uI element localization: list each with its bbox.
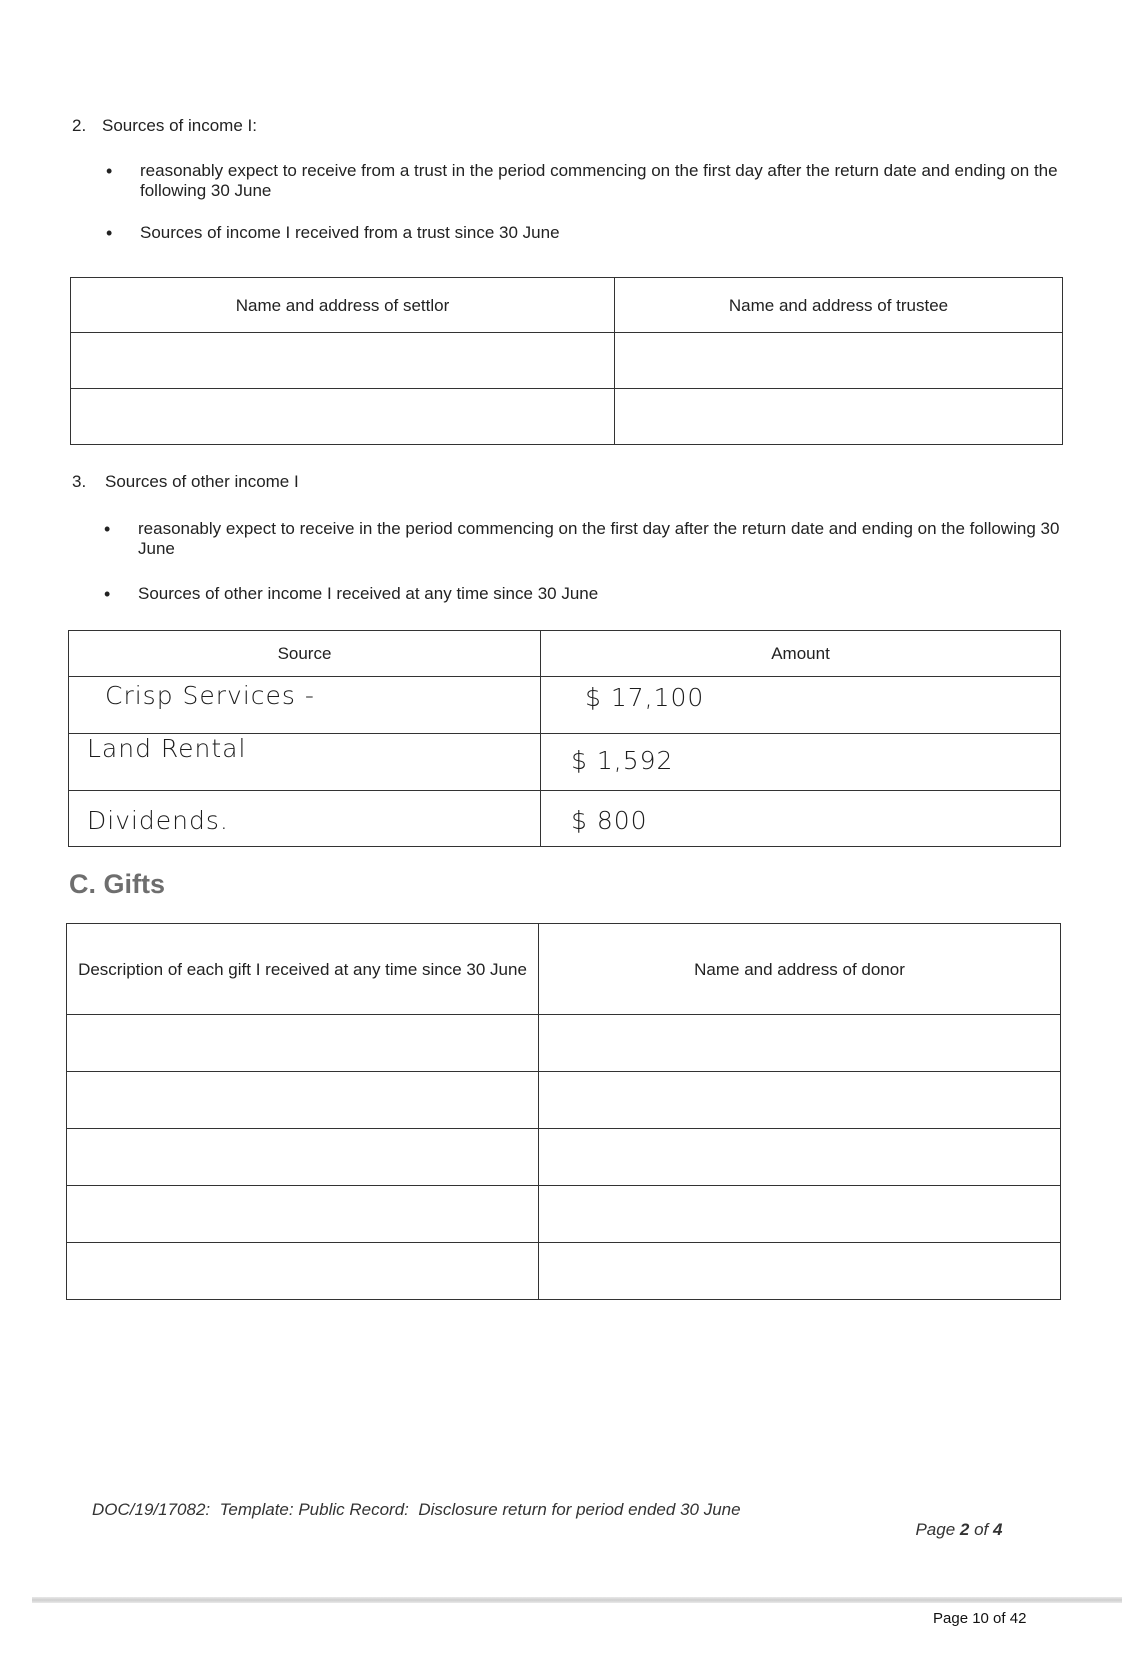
bullet-text: Sources of other income I received at any time since 30 June <box>138 584 599 603</box>
amount-cell <box>541 734 1061 791</box>
settlor-header: Name and address of settlor <box>71 278 615 333</box>
bullet-text: reasonably expect to receive in the period commencing on the first day after the return date and ending on the following 30 June <box>138 519 1060 558</box>
page-counter: Page 10 of 42 <box>933 1610 1027 1627</box>
section-number: 2. <box>72 116 87 135</box>
page-divider <box>32 1597 1122 1603</box>
settlor-cell <box>71 333 615 389</box>
page-current: 2 <box>959 1520 970 1539</box>
bullet-icon: • <box>106 223 113 243</box>
donor-cell <box>539 1243 1061 1300</box>
handwritten-source: Dividends. <box>87 806 229 835</box>
table-row <box>67 1015 1061 1072</box>
handwritten-amount: $ 800 <box>571 806 648 835</box>
table-header-row <box>69 631 1061 677</box>
amount-cell <box>541 791 1061 847</box>
other-income-table <box>68 630 1061 847</box>
settlor-cell <box>71 389 615 445</box>
source-cell <box>69 791 541 847</box>
bullet-icon: • <box>106 161 113 181</box>
table-row <box>71 389 1063 445</box>
section-2-heading <box>72 116 472 138</box>
donor-cell <box>539 1015 1061 1072</box>
gifts-section-title: C. Gifts <box>69 869 166 899</box>
gift-description-cell <box>67 1072 539 1129</box>
gifts-table <box>66 923 1061 1300</box>
table-row <box>67 1243 1061 1300</box>
donor-cell <box>539 1129 1061 1186</box>
trust-income-table <box>70 277 1063 445</box>
handwritten-source: Crisp Services - <box>105 681 315 710</box>
table-row <box>71 333 1063 389</box>
table-row <box>67 1129 1061 1186</box>
trustee-header: Name and address of trustee <box>615 278 1063 333</box>
section-3-heading <box>72 472 472 494</box>
bullet-text: Sources of income I received from a trust since 30 June <box>140 223 560 242</box>
table-header-row <box>67 924 1061 1015</box>
bullet-icon: • <box>104 584 111 604</box>
gift-description-cell <box>67 1015 539 1072</box>
table-row <box>69 677 1061 734</box>
bullet-text: reasonably expect to receive from a trust in the period commencing on the first day after the return date and ending on the following 30 June <box>140 161 1058 200</box>
table-row <box>67 1186 1061 1243</box>
table-row <box>69 791 1061 847</box>
amount-cell <box>541 677 1061 734</box>
section-heading-text: Sources of other income I <box>105 472 299 491</box>
table-row <box>67 1072 1061 1129</box>
trustee-cell <box>615 389 1063 445</box>
gift-description-cell <box>67 1129 539 1186</box>
page-prefix: Page <box>915 1520 960 1539</box>
handwritten-amount: $ 1,592 <box>571 746 674 775</box>
gift-description-header: Description of each gift I received at any time since 30 June <box>67 924 539 1015</box>
handwritten-amount: $ 17,100 <box>585 683 705 712</box>
gift-description-cell <box>67 1243 539 1300</box>
source-cell <box>69 677 541 734</box>
handwritten-source: Land Rental <box>87 734 247 763</box>
gift-description-cell <box>67 1186 539 1243</box>
section-heading-text: Sources of income I: <box>102 116 257 135</box>
page-total: 4 <box>992 1520 1003 1539</box>
donor-cell <box>539 1186 1061 1243</box>
footer-document-reference: DOC/19/17082: Template: Public Record: Disclosure return for period ended 30 June <box>92 1500 741 1519</box>
donor-header: Name and address of donor <box>539 924 1061 1015</box>
donor-cell <box>539 1072 1061 1129</box>
bullet-icon: • <box>104 519 111 539</box>
source-header: Source <box>69 631 541 677</box>
section-number: 3. <box>72 472 87 491</box>
source-cell <box>69 734 541 791</box>
table-header-row <box>71 278 1063 333</box>
trustee-cell <box>615 333 1063 389</box>
amount-header: Amount <box>541 631 1061 677</box>
page-of: of <box>969 1520 993 1539</box>
footer-page-number <box>906 1500 1002 1540</box>
table-row <box>69 734 1061 791</box>
